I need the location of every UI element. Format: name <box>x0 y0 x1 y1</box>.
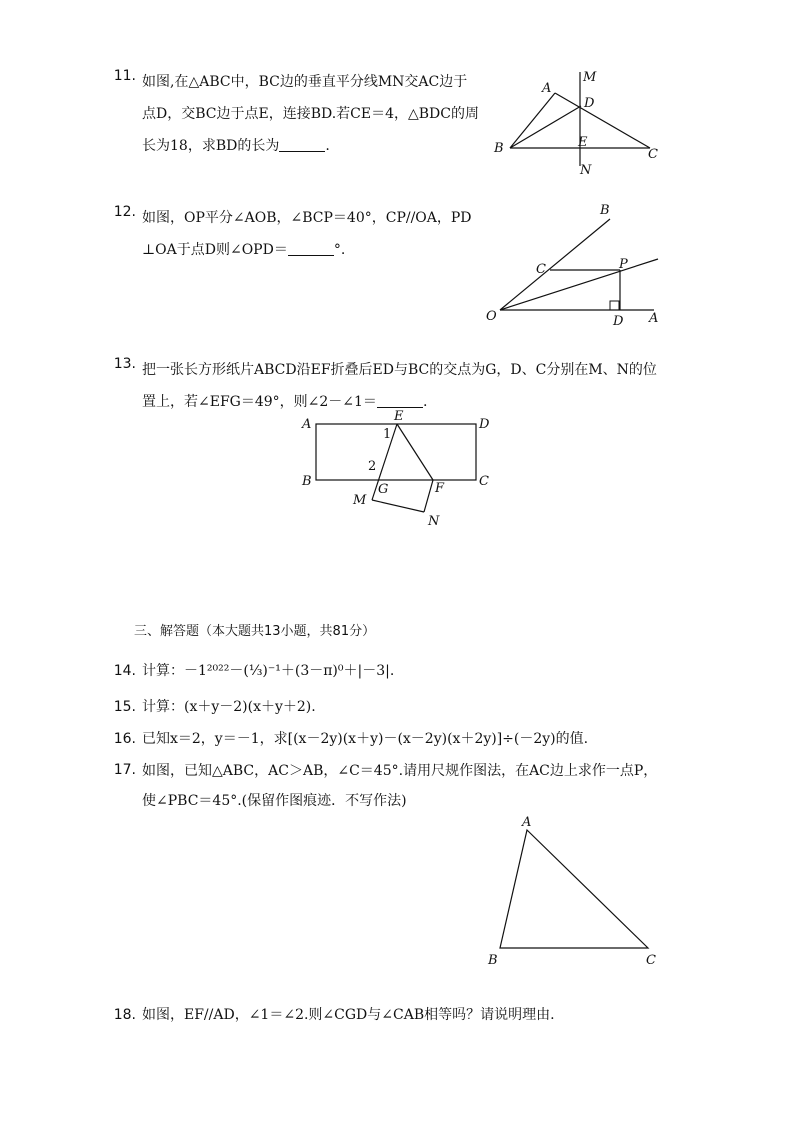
label-A: A <box>522 815 532 830</box>
label-G: G <box>378 482 389 497</box>
question-text: 如图，EF//AD，∠1＝∠2.则∠CGD与∠CAB相等吗？请说明理由. <box>142 1007 555 1023</box>
question-text-line: 长为18，求BD的长为 . <box>142 138 330 154</box>
label-N: N <box>428 514 440 529</box>
question-text: 计算：－1²⁰²²－(⅓)⁻¹＋(3－π)⁰＋|－3|. <box>142 663 395 679</box>
question-number: 15. <box>113 699 136 715</box>
label-M: M <box>353 493 367 508</box>
question-number: 18. <box>113 1007 136 1023</box>
label-M: M <box>583 70 597 85</box>
label-A: A <box>649 311 659 326</box>
question-text-line: 置上，若∠EFG＝49°，则∠2－∠1＝ . <box>142 394 428 410</box>
question-text-line: 点D，交BC边于点E，连接BD.若CE＝4，△BDC的周 <box>142 106 479 122</box>
label-B: B <box>600 203 610 218</box>
label-P: P <box>619 257 628 272</box>
label-B: B <box>488 953 498 968</box>
question-text-line: 如图,在△ABC中，BC边的垂直平分线MN交AC边于 <box>142 74 468 90</box>
figure-13 <box>296 404 506 532</box>
answer-blank[interactable] <box>279 137 325 152</box>
answer-blank[interactable] <box>288 241 334 256</box>
section-title: 三、解答题（本大题共13小题，共81分） <box>134 624 376 639</box>
question-text-line: 使∠PBC＝45°.(保留作图痕迹．不写作法) <box>142 793 407 809</box>
label-A: A <box>542 81 552 96</box>
question-text-line: 如图，已知△ABC，AC＞AB，∠C＝45°.请用尺规作图法，在AC边上求作一点P， <box>142 763 658 779</box>
label-E: E <box>394 409 404 424</box>
label-F: F <box>435 481 445 496</box>
question-text: 计算：(x＋y－2)(x＋y＋2). <box>142 699 316 715</box>
question-number: 14. <box>113 663 136 679</box>
question-number: 11. <box>113 68 136 84</box>
angle-1-label: 1 <box>383 427 392 442</box>
question-text-line: 如图，OP平分∠AOB，∠BCP＝40°，CP//OA，PD <box>142 210 472 226</box>
figure-17 <box>480 812 670 972</box>
question-number: 12. <box>113 204 136 220</box>
label-B: B <box>494 141 504 156</box>
label-D: D <box>479 417 490 432</box>
figure-11 <box>480 62 680 182</box>
question-text-line: 把一张长方形纸片ABCD沿EF折叠后ED与BC的交点为G，D、C分别在M、N的位 <box>142 362 657 378</box>
label-C: C <box>479 474 489 489</box>
label-D: D <box>613 314 624 329</box>
label-C: C <box>648 147 658 162</box>
label-A: A <box>302 417 312 432</box>
angle-2-label: 2 <box>368 459 377 474</box>
label-N: N <box>580 163 592 178</box>
question-number: 17. <box>113 762 136 778</box>
question-number: 16. <box>113 731 136 747</box>
question-number: 13. <box>113 356 136 372</box>
label-C: C <box>646 953 656 968</box>
figure-12 <box>482 198 672 333</box>
question-text: 已知x＝2，y＝－1，求[(x－2y)(x＋y)－(x－2y)(x＋2y)]÷(－2y)的值. <box>142 731 589 747</box>
label-C: C <box>536 262 546 277</box>
label-B: B <box>302 474 312 489</box>
question-text-line: ⊥OA于点D则∠OPD＝ °. <box>142 242 346 258</box>
label-O: O <box>486 309 497 324</box>
label-D: D <box>584 96 595 111</box>
label-E: E <box>578 135 588 150</box>
